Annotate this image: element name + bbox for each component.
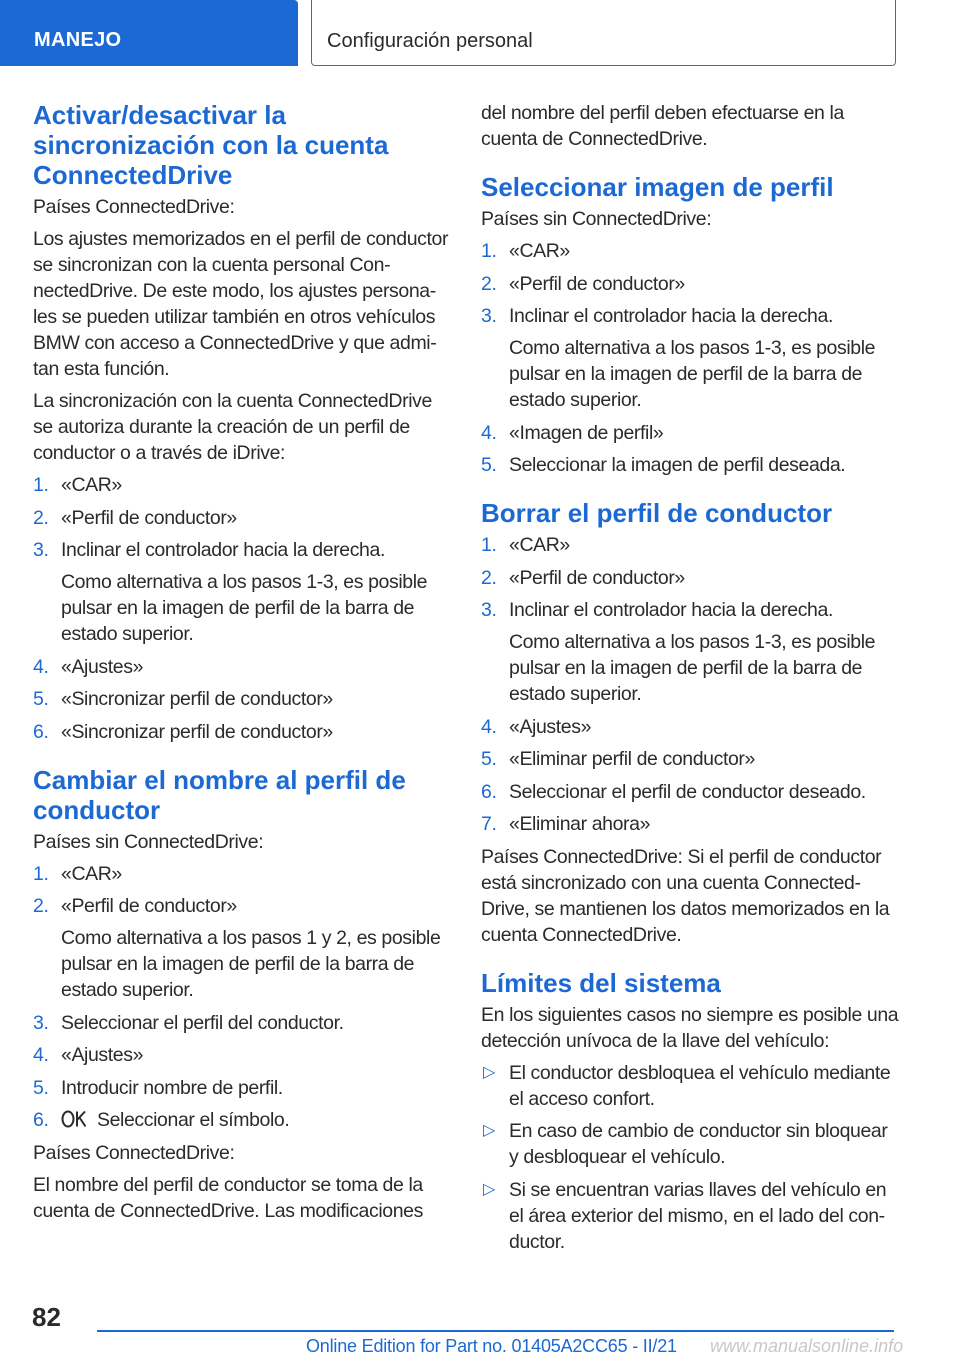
step-text: «Imagen de perfil» [509,421,664,444]
step-text: «Eliminar perfil de conductor» [509,748,755,770]
step-number: 6. [33,1109,49,1131]
step-text: Seleccionar el símbolo. [97,1109,290,1131]
step-number: 5. [33,1076,49,1099]
list-item [481,1118,901,1170]
heading-sync-connecteddrive: Activar/desactivar la sincronización con la cuenta ConnectedDrive [33,100,389,190]
list-item [33,1042,453,1068]
step-text: «CAR» [61,862,122,885]
step-number: 3. [481,305,497,327]
chapter-tab-label: Configuración personal [327,30,533,52]
list-item [33,861,453,887]
triangle-bullet-icon: ▷ [483,1122,495,1139]
paragraph: Países sin ConnectedDrive: [481,208,712,230]
step-number: 2. [481,272,497,295]
list-item [33,537,453,647]
step-text: Inclinar el controlador hacia la derecha. [509,305,833,327]
paragraph: Países ConnectedDrive: Si el perfil de conductor está sincronizado con una cuenta ConnectedDrive, se mantienen los datos memorizados en la cuenta ConnectedDrive. [481,845,890,946]
list-item [481,779,901,805]
list-item [481,452,901,478]
paragraph: La sincronización con la cuenta ConnectedDrive se autoriza durante la creación de un perfil de conductor o a través de iDrive: [33,390,432,464]
step-number: 3. [481,599,497,621]
list-item [481,271,901,297]
list-item [33,1075,453,1101]
step-text: Seleccionar el perfil de conductor deseado. [509,780,866,803]
step-text: «Perfil de conductor» [61,895,237,917]
watermark: www.manualsonline.info [710,1336,904,1356]
paragraph: En los siguientes casos no siempre es posible una detección unívoca de la llave del vehículo: [481,1003,899,1052]
step-note: Como alternativa a los pasos 1-3, es posible pulsar en la imagen de perfil de la barra de estado superior. [61,571,428,645]
step-note: Como alternativa a los pasos 1 y 2, es posible pulsar en la imagen de perfil de la barra de estado superior. [61,927,441,1001]
step-text: «Perfil de conductor» [509,566,685,589]
list-item [33,1107,453,1133]
step-number: 4. [33,655,49,678]
step-number: 5. [481,454,497,476]
list-item [33,893,453,1003]
step-text: «Perfil de conductor» [509,272,685,295]
step-text: «CAR» [509,240,570,262]
step-text: «Sincronizar perfil de conductor» [61,720,333,743]
step-text: Seleccionar la imagen de perfil deseada. [509,454,846,476]
steps-list-rename [33,861,453,1134]
list-item [33,719,453,745]
paragraph: del nombre del perfil deben efectuarse en la cuenta de ConnectedDrive. [481,102,844,150]
step-text: Inclinar el controlador hacia la derecha. [61,539,385,561]
paragraph: El nombre del perfil de conductor se toma de la cuenta de ConnectedDrive. Las modificaciones [33,1173,423,1222]
heading-delete-profile: Borrar el perfil de conductor [481,498,833,528]
list-item [481,565,901,591]
list-item [33,654,453,680]
right-column [481,100,901,1261]
steps-list-delete [481,532,901,837]
step-text: «Ajustes» [61,655,144,678]
heading-rename-profile: Cambiar el nombre al perfil de conductor [33,764,406,825]
page-number: 82 [32,1302,61,1332]
list-item [481,532,901,558]
step-number: 3. [33,539,49,561]
step-text: «CAR» [61,474,122,496]
step-text: «Eliminar ahora» [509,813,651,835]
step-text: «Ajustes» [61,1044,144,1066]
step-text: «Ajustes» [509,715,592,738]
triangle-bullet-icon: ▷ [483,1063,495,1081]
paragraph: Países ConnectedDrive: [33,196,235,218]
section-tab-label: MANEJO [34,29,122,51]
footer-edition: Online Edition for Part no. 01405A2CC65 - II/21 [306,1336,677,1356]
step-text: Inclinar el controlador hacia la derecha. [509,599,833,621]
steps-list-profile-image [481,238,901,478]
heading-select-profile-image: Seleccionar imagen de perfil [481,172,834,202]
list-item [481,811,901,837]
list-item [481,746,901,772]
list-item [481,1060,901,1112]
list-item [481,714,901,740]
bullet-text: En caso de cambio de conductor sin bloquear y desbloquear el vehículo. [509,1120,888,1168]
step-text: «Sincronizar perfil de conductor» [61,688,333,710]
step-number: 1. [33,474,49,496]
triangle-bullet-icon: ▷ [483,1180,495,1198]
step-number: 4. [481,421,497,444]
left-column [33,100,453,1230]
step-number: 3. [33,1011,49,1034]
list-item [481,420,901,446]
heading-system-limits: Límites del sistema [481,967,721,998]
step-number: 1. [481,534,497,556]
list-item [481,1177,901,1255]
step-text: Seleccionar el perfil del conductor. [61,1011,344,1034]
list-item [33,472,453,498]
step-number: 5. [33,688,49,710]
step-number: 5. [481,748,497,770]
step-note: Como alternativa a los pasos 1-3, es posible pulsar en la imagen de perfil de la barra de estado superior. [509,337,876,411]
step-note: Como alternativa a los pasos 1-3, es posible pulsar en la imagen de perfil de la barra de estado superior. [509,631,876,705]
bullet-text: Si se encuentran varias llaves del vehículo en el área exterior del mismo, en el lado del conductor. [509,1178,887,1253]
list-item [33,686,453,712]
step-number: 1. [33,862,49,885]
step-number: 1. [481,240,497,262]
step-number: 6. [481,780,497,803]
paragraph: Países ConnectedDrive: [33,1141,235,1164]
step-number: 2. [33,895,49,917]
bullet-text: El conductor desbloquea el vehículo mediante el acceso confort. [509,1061,891,1110]
step-number: 6. [33,720,49,743]
section-tab[interactable] [0,0,298,66]
list-item [33,505,453,531]
page-header [0,0,960,66]
ok-icon [61,1110,89,1128]
list-item [481,238,901,264]
footer-divider [97,1330,894,1332]
step-number: 2. [481,566,497,589]
list-item [33,1010,453,1036]
bullet-list-limits [481,1060,901,1255]
step-number: 7. [481,813,497,835]
step-text: «CAR» [509,534,570,556]
chapter-tab[interactable] [311,0,896,66]
steps-list-sync [33,472,453,745]
step-text: Introducir nombre de perfil. [61,1076,283,1099]
step-number: 2. [33,506,49,529]
paragraph: Los ajustes memorizados en el perfil de conductor se sincronizan con la cuenta personal ConnectedDrive. De este modo, los ajustes personales se pueden utilizar también en otros vehículos BMW con acceso a ConnectedDrive y que admitan esta función. [33,228,449,380]
step-text: «Perfil de conductor» [61,506,237,529]
paragraph: Países sin ConnectedDrive: [33,830,264,853]
list-item [481,597,901,707]
list-item [481,303,901,413]
step-number: 4. [33,1044,49,1066]
step-number: 4. [481,715,497,738]
